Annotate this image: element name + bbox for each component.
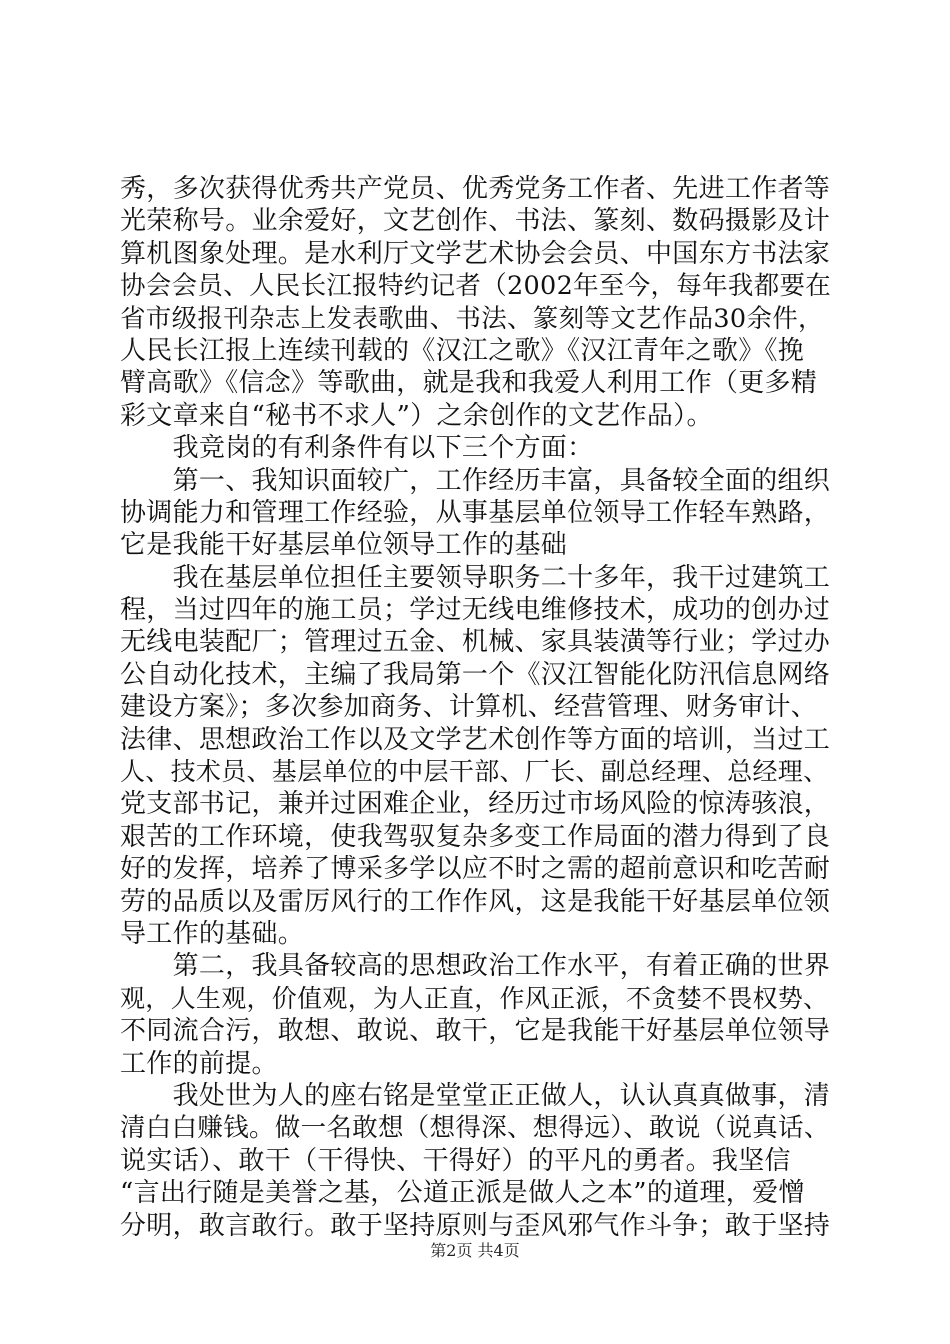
text-line: 程，当过四年的施工员；学过无线电维修技术，成功的创办过	[120, 595, 831, 626]
text-line: 党支部书记，兼并过困难企业，经历过市场风险的惊涛骇浪，	[120, 789, 831, 820]
body-text	[120, 173, 832, 1242]
text-line: 我竞岗的有利条件有以下三个方面：	[120, 433, 594, 464]
text-line: 秀，多次获得优秀共产党员、优秀党务工作者、先进工作者等	[120, 174, 831, 204]
text-line: 说实话）、敢干（干得快、干得好）的平凡的勇者。我坚信	[120, 1145, 791, 1176]
text-line: 艰苦的工作环境，使我驾驭复杂多变工作局面的潜力得到了良	[120, 821, 831, 852]
text-line: 臂高歌》《信念》等歌曲，就是我和我爱人利用工作（更多精	[120, 368, 818, 399]
text-line: 观，人生观，价值观，为人正直，作风正派，不贪婪不畏权势、	[120, 983, 829, 1013]
text-line: 省市级报刊杂志上发表歌曲、书法、篆刻等文艺作品30余件，	[120, 303, 824, 334]
text-line: 光荣称号。业余爱好，文艺创作、书法、篆刻、数码摄影及计	[120, 206, 831, 237]
text-line: 协会会员、人民长江报特约记者（2002年至今，每年我都要在	[120, 271, 832, 302]
text-line: 劳的品质以及雷厉风行的工作作风，这是我能干好基层单位领	[120, 886, 831, 917]
text-line: 建设方案》；多次参加商务、计算机、经营管理、财务审计、	[120, 692, 818, 723]
text-line: 公自动化技术，主编了我局第一个《汉江智能化防汛信息网络	[120, 659, 831, 690]
text-line: 它是我能干好基层单位领导工作的基础	[120, 530, 568, 561]
text-line: 第一、我知识面较广，工作经历丰富，具备较全面的组织	[120, 465, 831, 496]
text-line: 无线电装配厂；管理过五金、机械、家具装潢等行业；学过办	[120, 627, 831, 658]
text-line: 人、技术员、基层单位的中层干部、厂长、副总经理、总经理、	[120, 757, 829, 787]
text-line: 我在基层单位担任主要领导职务二十多年，我干过建筑工	[120, 562, 831, 593]
text-line: 彩文章来自“秘书不求人”）之余创作的文艺作品）。	[120, 400, 713, 431]
text-line: 人民长江报上连续刊载的《汉江之歌》《汉江青年之歌》《挽	[120, 335, 805, 366]
text-line: 法律、思想政治工作以及文学艺术创作等方面的培训，当过工	[120, 724, 831, 755]
text-line: 算机图象处理。是水利厅文学艺术协会会员、中国东方书法家	[120, 238, 831, 269]
text-line: 导工作的基础。	[120, 918, 305, 949]
page-footer: 第2页 共4页	[430, 1241, 520, 1260]
text-line: 清白白赚钱。做一名敢想（想得深、想得远）、敢说（说真话、	[120, 1113, 830, 1144]
text-line: 工作的前提。	[120, 1048, 278, 1079]
text-line: 第二，我具备较高的思想政治工作水平，有着正确的世界	[120, 951, 831, 982]
text-line: 好的发挥，培养了博采多学以应不时之需的超前意识和吃苦耐	[120, 854, 831, 885]
text-line: 不同流合污，敢想、敢说、敢干，它是我能干好基层单位领导	[120, 1016, 831, 1047]
text-line: “言出行随是美誉之基，公道正派是做人之本”的道理，爱憎	[120, 1178, 805, 1209]
text-line: 分明，敢言敢行。敢于坚持原则与歪风邪气作斗争；敢于坚持	[120, 1210, 831, 1241]
text-line: 我处世为人的座右铭是堂堂正正做人，认认真真做事，清	[120, 1080, 831, 1111]
text-line: 协调能力和管理工作经验，从事基层单位领导工作轻车熟路，	[120, 497, 831, 528]
